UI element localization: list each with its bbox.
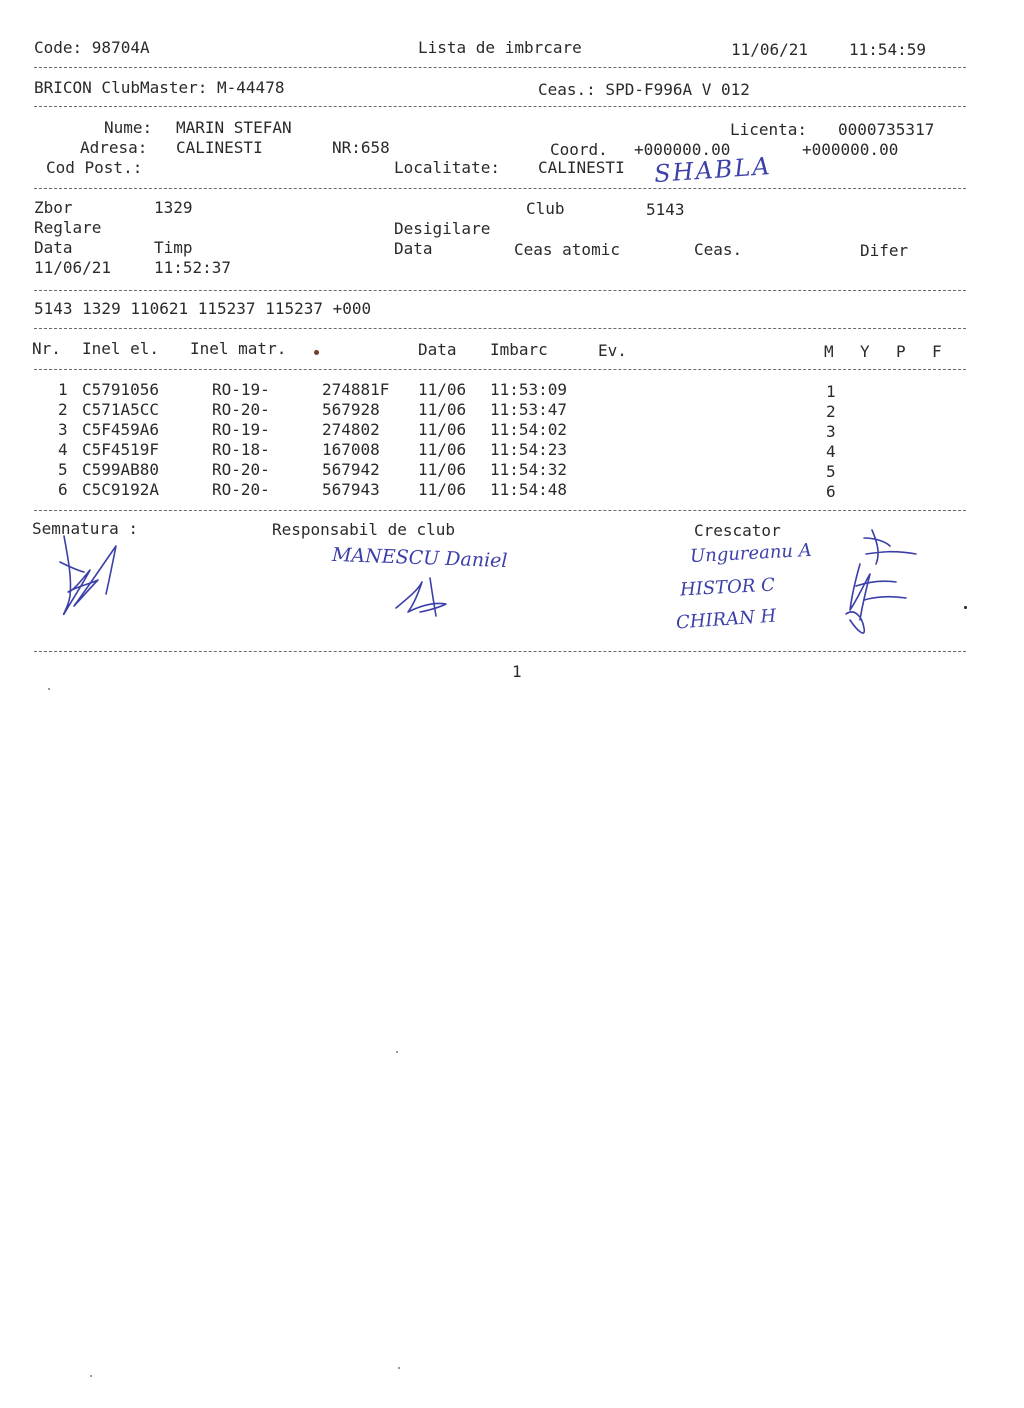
responsabil-name: MANESCU Daniel — [331, 543, 508, 573]
row-imbarc-time: 11:54:23 — [490, 440, 568, 459]
row-nr: 5 — [58, 460, 68, 479]
crescator-name-3: CHIRAN H — [675, 605, 777, 634]
row-inel-el: C571A5CC — [82, 400, 160, 419]
crescator-label: Crescator — [694, 521, 781, 540]
reglare-label: Reglare — [34, 218, 102, 237]
page-number: 1 — [512, 662, 522, 681]
crescator-name-2: HISTOR C — [679, 574, 776, 601]
reglare-timp-label: Timp — [154, 238, 193, 257]
col-header-inel-el: Inel el. — [82, 339, 160, 358]
row-m: 2 — [826, 402, 836, 421]
signature-owner — [50, 530, 130, 630]
row-m: 3 — [826, 422, 836, 441]
row-ring-number: 167008 — [322, 440, 380, 459]
clock-id: Ceas.: SPD-F996A V 012 — [538, 80, 750, 99]
row-m: 5 — [826, 462, 836, 481]
scan-speck — [396, 1051, 398, 1053]
row-ring-prefix: RO-19- — [212, 380, 270, 399]
locality-label: Localitate: — [394, 158, 500, 177]
ink-dot — [314, 350, 319, 355]
col-header-y: Y — [860, 342, 870, 361]
responsabil-label: Responsabil de club — [272, 520, 456, 539]
row-m: 1 — [826, 382, 836, 401]
signature-responsabil — [390, 572, 460, 622]
document-title: Lista de imbrcare — [418, 38, 582, 57]
row-ring-number: 567943 — [322, 480, 380, 499]
divider — [34, 106, 966, 107]
license-number: 0000735317 — [838, 120, 935, 139]
col-header-imbarc: Imbarc — [490, 340, 548, 359]
difer-label: Difer — [860, 241, 909, 260]
clubmaster-id: BRICON ClubMaster: M-44478 — [34, 78, 285, 97]
row-ring-number: 274802 — [322, 420, 380, 439]
col-header-p: P — [896, 342, 906, 361]
divider — [34, 290, 966, 291]
desigilare-label: Desigilare — [394, 219, 491, 238]
row-m: 6 — [826, 482, 836, 501]
row-inel-el: C5791056 — [82, 380, 160, 399]
club-value: 5143 — [646, 200, 685, 219]
scan-speck — [90, 1375, 92, 1377]
row-data: 11/06 — [418, 400, 467, 419]
scan-speck — [964, 606, 967, 609]
semnatura-label: Semnatura : — [32, 519, 138, 538]
ceas-label: Ceas. — [694, 240, 743, 259]
owner-address: CALINESTI — [176, 138, 263, 157]
row-ring-prefix: RO-20- — [212, 460, 270, 479]
reglare-date: 11/06/21 — [34, 258, 112, 277]
name-label: Nume: — [104, 118, 153, 137]
row-nr: 2 — [58, 400, 68, 419]
locality-value: CALINESTI — [538, 158, 625, 177]
postcode-label: Cod Post.: — [46, 158, 143, 177]
row-imbarc-time: 11:54:48 — [490, 480, 568, 499]
divider — [34, 188, 966, 189]
row-imbarc-time: 11:53:09 — [490, 380, 568, 399]
divider — [34, 510, 966, 511]
row-imbarc-time: 11:54:02 — [490, 420, 568, 439]
row-ring-number: 567928 — [322, 400, 380, 419]
row-m: 4 — [826, 442, 836, 461]
row-nr: 4 — [58, 440, 68, 459]
signature-crescator — [820, 524, 930, 644]
reglare-data-label: Data — [34, 238, 73, 257]
divider — [34, 651, 966, 652]
row-ring-prefix: RO-19- — [212, 420, 270, 439]
row-data: 11/06 — [418, 420, 467, 439]
col-header-ev: Ev. — [598, 341, 627, 360]
row-data: 11/06 — [418, 460, 467, 479]
divider — [34, 328, 966, 329]
reglare-time: 11:52:37 — [154, 258, 232, 277]
row-data: 11/06 — [418, 380, 467, 399]
coord-value-1: +000000.00 — [634, 140, 731, 159]
row-inel-el: C5F459A6 — [82, 420, 160, 439]
row-imbarc-time: 11:54:32 — [490, 460, 568, 479]
col-header-nr: Nr. — [32, 339, 61, 358]
row-data: 11/06 — [418, 440, 467, 459]
document-code: Code: 98704A — [34, 38, 150, 57]
house-number: NR:658 — [332, 138, 390, 157]
zbor-value: 1329 — [154, 198, 193, 217]
row-nr: 6 — [58, 480, 68, 499]
ceas-atomic-label: Ceas atomic — [514, 240, 620, 259]
coord-value-2: +000000.00 — [802, 140, 899, 159]
print-time: 11:54:59 — [849, 40, 927, 59]
row-inel-el: C5C9192A — [82, 480, 160, 499]
col-header-data: Data — [418, 340, 457, 359]
club-label: Club — [526, 199, 565, 218]
handwritten-location: SHABLA — [653, 151, 773, 189]
row-nr: 3 — [58, 420, 68, 439]
row-ring-number: 274881F — [322, 380, 390, 399]
summary-line: 5143 1329 110621 115237 115237 +000 — [34, 299, 372, 318]
coord-label: Coord. — [550, 140, 608, 159]
col-header-inel-matr: Inel matr. — [190, 339, 287, 358]
crescator-name-1: Ungureanu A — [689, 539, 813, 568]
divider — [34, 67, 966, 68]
row-ring-prefix: RO-20- — [212, 400, 270, 419]
row-nr: 1 — [58, 380, 68, 399]
scan-speck — [48, 688, 50, 690]
print-date: 11/06/21 — [731, 40, 809, 59]
row-imbarc-time: 11:53:47 — [490, 400, 568, 419]
divider — [34, 369, 966, 370]
row-ring-prefix: RO-18- — [212, 440, 270, 459]
row-ring-prefix: RO-20- — [212, 480, 270, 499]
address-label: Adresa: — [80, 138, 148, 157]
owner-name: MARIN STEFAN — [176, 118, 292, 137]
scan-speck — [398, 1367, 400, 1369]
row-ring-number: 567942 — [322, 460, 380, 479]
col-header-f: F — [932, 342, 942, 361]
row-inel-el: C599AB80 — [82, 460, 160, 479]
desigilare-data-label: Data — [394, 239, 433, 258]
row-inel-el: C5F4519F — [82, 440, 160, 459]
row-data: 11/06 — [418, 480, 467, 499]
license-label: Licenta: — [730, 120, 808, 139]
zbor-label: Zbor — [34, 198, 73, 217]
col-header-m: M — [824, 342, 834, 361]
